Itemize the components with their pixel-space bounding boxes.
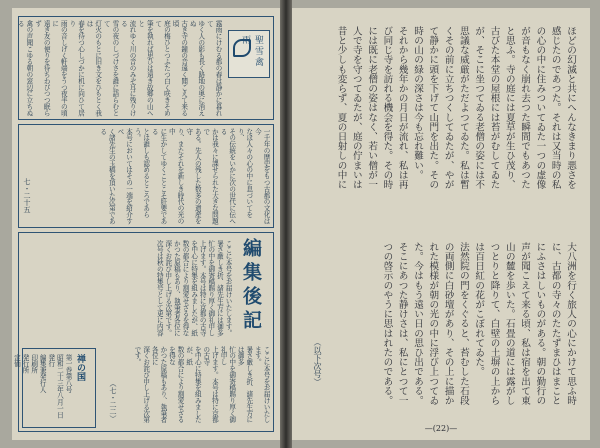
body-line: の両側に白砂壇があり、その上に描か: [442, 242, 454, 406]
body-line: くその前に立ちつくしてゐたが、やが: [442, 26, 454, 190]
editor-note-title: 編集後記: [240, 238, 262, 334]
right-page: [292, 8, 590, 440]
column-line: 数の都合により割愛せざるを得な: [181, 240, 190, 336]
colophon-line: 定価: [12, 354, 21, 367]
column-line: 暑さ厳しき折、諸先生方には御多: [215, 240, 224, 336]
column-line: 霧雨にけむる都の春は静かに暮れて: [205, 20, 222, 116]
column-line: その伝統をいかに次の世代に伝へる: [219, 128, 236, 224]
middle-text-block: [38, 128, 270, 224]
wave-emblem-icon: [233, 39, 251, 57]
column-line: に生かしてゆくことこそ肝要である: [150, 128, 167, 224]
middle-date: 七・二十五: [23, 178, 31, 213]
body-line: ほどの幻滅と共にへんなきまり悪さを: [565, 26, 576, 190]
top-heading: 聖雪禽雨: [240, 35, 263, 68]
page-number: —(22)—: [424, 424, 458, 433]
column-line: なほ人々の心の中に息づいてをり、: [236, 128, 253, 218]
body-line: て静かに頭を下げて山門を出た。その: [427, 26, 439, 190]
body-line: それから幾年かの月日が流れ、私は再: [396, 26, 408, 190]
body-line: そこにあつた静けさは、私にとつて一: [396, 242, 408, 406]
body-line: 時の山の緑の深さは今も忘れ難い。: [412, 26, 424, 180]
upper-body-text: [306, 26, 578, 238]
column-line: ある。先人の残した数多の遺産を守: [184, 128, 202, 224]
column-line: ここに本号をお届けいたします。: [253, 346, 270, 423]
column-line: 庭の梅ひとつふたつ白く咲きそめて: [153, 20, 171, 116]
column-line: 上げます。本号は特に京都の古寺: [201, 346, 219, 423]
column-line: 雨の音しげく軒端をうつ夜半の頃に: [50, 20, 68, 116]
column-line: 次号は秋の特集号として更に内容: [155, 240, 164, 336]
editor-note-text: [52, 240, 232, 340]
body-line: 感じたのであつた。それは又当時の私: [549, 26, 561, 190]
body-line: の心の中に住みついてゐた一つの虚像: [534, 26, 546, 190]
colophon-line: 昭和二十三年八月一日発行: [46, 354, 64, 418]
column-line: 古き寺の鐘の音遠く聞こえて来る頃: [171, 20, 188, 116]
column-line: かは我々に課せられた大きな問題で: [201, 128, 219, 224]
body-line: 大八洲を行く旅人の心にかけて思ふ時: [565, 242, 576, 406]
column-line: を中心に特集を組みましたが、紙: [184, 346, 202, 423]
column-line: 春を待つ心しづかに机に向ひて居り: [67, 20, 85, 116]
column-line: 深くお詫び申し上げる次第です。: [133, 346, 150, 423]
top-text-block: [16, 20, 222, 118]
body-line: にふさはしいものがある。朝の勤行の: [534, 242, 546, 406]
colophon-title: 禅の国: [75, 354, 85, 381]
body-line: 声が聞こえて来る頃、私は宿を出て東: [519, 242, 531, 406]
colophon-line: 編集兼発行人: [38, 354, 47, 393]
column-line: 灯火のもとに旧き文をひもとく我は: [85, 20, 102, 116]
column-line: ゆく人の影も長く路地の奥に消えぬ: [188, 20, 205, 116]
column-line: 本号においてはその一端を紹介すべ: [115, 128, 133, 224]
body-line: 古びた本堂の屋根には苔がむしてゐた: [488, 26, 500, 190]
body-line: と思ふ。寺の庭には夏草が生ひ茂り、: [503, 26, 515, 190]
body-line: が音もなく崩れ去つた瞬間でもあつた: [519, 26, 531, 190]
colophon-text: [12, 354, 72, 424]
left-page: [12, 8, 280, 440]
column-line: 数の都合により割愛せざるを得な: [167, 346, 185, 423]
colophon-line: 発行所: [21, 354, 30, 374]
book-spine: [280, 0, 292, 448]
editor-note-text-lower: [100, 346, 270, 426]
editor-note-date: （七・二二）: [109, 380, 117, 422]
column-line: く諸先生の玉稿を頂いた次第である: [98, 128, 116, 224]
column-line: 筆を執れば思ひは遠き故郷の山へと: [136, 20, 154, 116]
column-line: 遠き友の便りを待ちわびつつ眠らず: [33, 20, 51, 116]
body-line: には既に老僧の姿はなく、若い僧が一: [366, 26, 378, 190]
body-line: 人で寺を守つてゐたが、庭の佇まいは: [350, 26, 362, 190]
body-line: 昔と少しも変らず、夏の日射しの中に: [335, 26, 347, 190]
column-line: 流れゆく川の音のみぞ耳に残りける: [119, 20, 137, 116]
body-line: に、古都の寺々のたたずまひはまこと: [549, 242, 561, 406]
column-line: かつた原稿もあり、執筆者各位に: [150, 346, 167, 423]
lower-body-text: [332, 242, 578, 406]
column-line: とは誰しも認めるところであらう。: [133, 128, 150, 218]
column-line: 忙の中を御寄稿賜り厚く御礼申し: [219, 346, 236, 423]
column-line: 一千年の歴史をもつ古都の文化は今: [253, 128, 270, 224]
column-line: 深くお詫び申し上げる次第です。: [163, 240, 172, 336]
body-line: び同じ寺を訪れる機会を得た。その時: [381, 26, 393, 190]
column-line: 暑さ厳しき折、諸先生方には御多: [236, 346, 253, 423]
body-line: 思議な威厳がただよつてゐた。私は暫: [457, 26, 469, 190]
body-line: 法然院の門をくぐると、苔むした石段: [457, 242, 469, 406]
body-line: 山の麓を歩いた。石畳の道には露がし: [503, 242, 515, 406]
column-line: を中心に特集を組みましたが、紙: [189, 240, 198, 336]
column-line: 禽の声聞こゆる朝の窓辺に立ちぬる: [16, 20, 33, 116]
body-line: つとりと降りて、白壁の土塀の上から: [488, 242, 500, 406]
colophon-line: 印刷所: [29, 354, 38, 374]
column-line: 上げます。本号は特に京都の古寺: [198, 240, 207, 336]
column-line: り、またそれを新しき時代の光の中: [167, 128, 185, 224]
colophon-line: 第一巻第八号: [64, 354, 72, 393]
column-line: 雪の夜のしづけさを誰に語らむとて: [102, 20, 119, 116]
body-line: が、そこに坐つてゐる老僧の姿には不: [473, 26, 485, 190]
column-line: ここに本号をお届けいたします。: [224, 240, 232, 336]
top-heading-box: [228, 30, 270, 78]
body-line: た。今はもう遠い日の思ひ出である。: [412, 242, 424, 406]
column-line: かつた原稿もあり、執筆者各位に: [172, 240, 181, 336]
body-line: は百日紅の花がこぼれてゐた。: [473, 242, 485, 377]
column-line: 忙の中を御寄稿賜り厚く御礼申し: [206, 240, 215, 336]
body-line: つの啓示のやうに思はれたのである。: [381, 242, 393, 406]
body-line: れた模様が朝の光の中に浮び上つてゐ: [427, 242, 439, 406]
continued-note: （以下次号）: [313, 338, 322, 386]
